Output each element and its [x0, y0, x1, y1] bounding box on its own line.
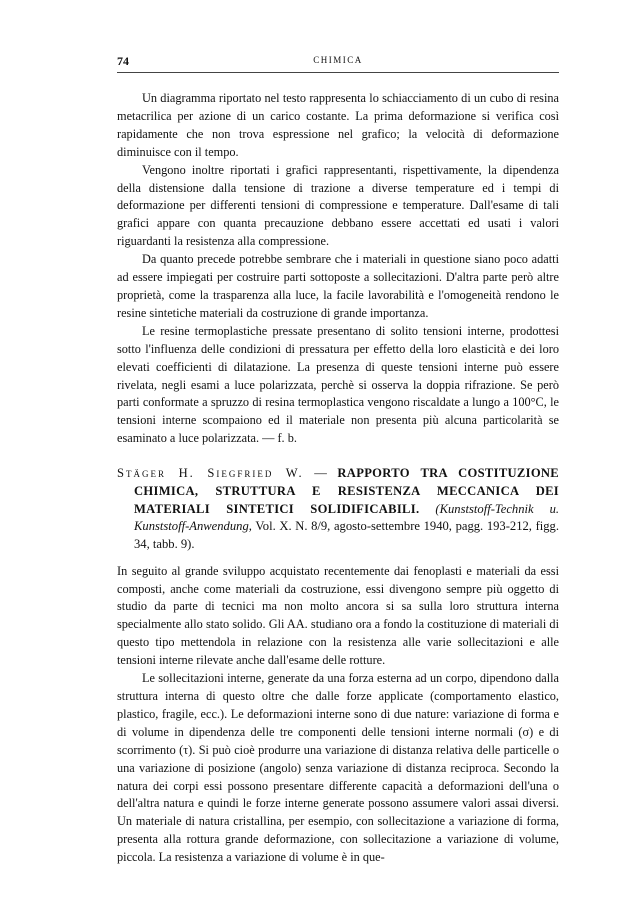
review-author: Stäger H. Siegfried W. — [117, 466, 304, 481]
review-source: (Kunststoff-Technik u. Kunststoff-Anwendung, — [134, 501, 560, 534]
paragraph-3: Da quanto precede potrebbe sembrare che i materiali in questione siano poco adatti ad essere impiegati per costruire parti sottoposte a sollecitazioni. D'altra parte però altre proprietà, come la trasparenza alla luce, la facile lavorabilità e l'omogeneità rendono le resine sintetiche materiali da costruzione di grande importanza. — [117, 252, 559, 320]
paragraph-2: Vengono inoltre riportati i grafici rappresentanti, rispettivamente, la dipendenza della distensione dalla tensione di trazione a diverse temperature ed i tempi di deformazione per differenti tensioni di compressione e temperature. Dall'esame di tali grafici appare con quanta precauzione debbano essere accettati ed usati i valori riguardanti la resistenza alla compressione. — [117, 162, 559, 249]
review-body — [117, 563, 559, 867]
review-title: RAPPORTO TRA COSTITUZIONE CHIMICA, STRUTTURA E RESISTENZA MECCANICA DEI MATERIALI SINTETICI SOLIDIFICABILI. — [134, 466, 560, 516]
review-entry-heading — [117, 465, 559, 554]
paragraph-4: Le resine termoplastiche pressate presentano di solito tensioni interne, prodottesi sotto l'influenza delle condizioni di pressatura per effetto della loro elasticità e dei loro elevati coefficienti di dilatazione. La presenza di queste tensioni interne può essere rivelata, negli esami a luce polarizzata, perchè si osserva la doppia rifrazione. Se però parti conformate a spruzzo di resina termoplastica vengono riscaldate a lungo a 100°C, le tensioni interne scompaiono ed il materiale non presenta più alcuna particolarità se esaminato a luce polarizzata. — f. b. — [117, 323, 559, 446]
page-header — [117, 52, 559, 73]
review-citation: Vol. X. N. 8/9, agosto-settembre 1940, pagg. 193-212, figg. 34, tabb. 9). — [134, 519, 559, 551]
page-number: 74 — [117, 54, 129, 68]
review-paragraph-2: Le sollecitazioni interne, generate da una forza esterna ad un corpo, dipendono dalla struttura interna di questo oltre che dalle forze applicate (comportamento elastico, plastico, fragile, ecc.). Le deformazioni interne sono di due nature: variazione di forma e di volume in dipendenza delle tre componenti delle tensioni interne normali (σ) e di scorrimento (τ). Si può cioè produrre una variazione di distanza relativa delle particelle o una variazione di posizione (angolo) senza variazione di distanza reciproca. Secondo la natura dei corpi essi possono presentare differente capacità a deformazioni dell'una o dell'altra natura e quindi le forze interne generate possono assumere valori assai diversi. Un materiale di natura cristallina, per esempio, con sollecitazione a variazione di forma, presenta alla rottura grande deformazione, con sollecitazione a variazione di volume, piccola. La resistenza a variazione di volume è in que- — [117, 671, 559, 865]
text-column — [117, 90, 559, 867]
running-title: CHIMICA — [313, 55, 363, 65]
review-separator: — — [303, 466, 338, 481]
review-paragraph-1: In seguito al grande sviluppo acquistato recentemente dai fenoplasti e materiali da essi composti, anche come materiali da costruzione, essi divengono sempre più oggetto di studio da parte di tecnici ma non molto ancora si sa sulla loro struttura interna specialmente allo stato solido. Gli AA. studiano ora a fondo la costituzione di materiali di questo tipo mettendola in relazione con la resistenza alle varie sollecitazioni e alle tensioni interne rilevate anche dall'esame delle rotture. — [117, 563, 559, 668]
paragraph-1: Un diagramma riportato nel testo rappresenta lo schiacciamento di un cubo di resina metacrilica per azione di un carico costante. La prima deformazione si verifica così rapidamente che non trova espressione nel grafico; la velocità di deformazione diminuisce con il tempo. — [117, 91, 559, 159]
